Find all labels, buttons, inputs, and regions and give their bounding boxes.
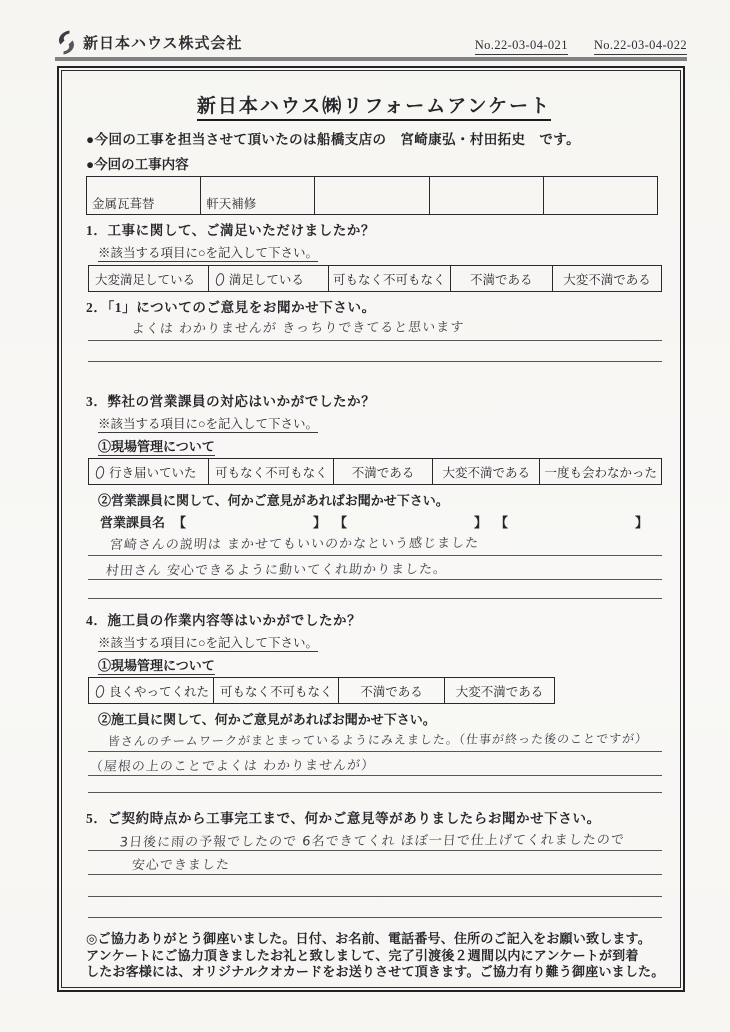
empty-answer-line	[88, 875, 662, 897]
q4-option: 可もなく不可もなく	[214, 678, 339, 704]
handwritten-answer: 皆さんのチームワークがまとまっているようにみえました。（仕事が終った後のことですが）	[107, 731, 649, 749]
q2-heading: 2．「1」についてのご意見をお聞かせ下さい。	[86, 300, 376, 315]
q2-answer-line	[88, 317, 662, 341]
q3-heading: 3．弊社の営業課員の対応はいかがでしたか？	[86, 394, 376, 409]
table-row	[89, 266, 662, 292]
handwritten-circle-mark	[214, 272, 225, 287]
staff-name-blank: 【 】	[495, 515, 649, 530]
q4-heading: 4．施工員の作業内容等はいかがでしたか？	[86, 613, 362, 628]
q3-option-selected: 行き届いていた	[89, 459, 209, 485]
q3-option: 大変不満である	[433, 459, 540, 485]
header-divider	[55, 57, 687, 61]
q3-option: 不満である	[333, 459, 432, 485]
handwritten-circle-mark	[95, 465, 106, 480]
q4-answer-line	[88, 752, 662, 776]
empty-answer-line	[88, 580, 662, 599]
empty-answer-line	[88, 776, 662, 793]
company-logo-icon	[55, 29, 78, 56]
q3-option: 可もなく不可もなく	[209, 459, 334, 485]
q4-sub2: ②施工員に関して、何かご意見があればお聞かせ下さい。	[98, 712, 436, 727]
staff-name-blank: 【 】	[173, 515, 327, 530]
q1-option: 不満である	[450, 266, 553, 292]
q1-option: 大変満足している	[89, 266, 209, 292]
q3-answer-line	[88, 556, 662, 580]
q4-options-table	[88, 677, 555, 704]
q1-option-selected: 満足している	[208, 266, 328, 292]
q3-note: ※該当する項目に○を記入して下さい。	[98, 417, 319, 431]
company-logo	[55, 29, 243, 56]
document-numbers	[475, 38, 687, 56]
q5-answer-line	[88, 851, 662, 875]
work-item-cell: 金属瓦葺替	[87, 177, 201, 215]
q3-options-table	[88, 458, 662, 485]
intro-line: ●今回の工事を担当させて頂いたのは船橋支店の 宮崎康弘・村田拓史 です。	[86, 132, 580, 147]
staff-name-label: 営業課員名	[100, 515, 166, 530]
work-item-cell	[429, 177, 543, 215]
page-header	[55, 30, 687, 56]
q1-option: 大変不満である	[553, 266, 662, 292]
handwritten-answer: 宮崎さんの説明は まかせてもいいのかなという感じました	[109, 536, 480, 553]
table-row	[89, 678, 555, 704]
empty-answer-line	[88, 341, 662, 362]
company-name: 新日本ハウス株式会社	[83, 35, 243, 52]
form-border-frame	[57, 66, 685, 992]
handwritten-answer: 村田さん 安心できるように動いてくれ助かりました。	[105, 562, 448, 579]
work-item-cell	[543, 177, 657, 215]
empty-answer-line	[88, 897, 662, 918]
q3-sub2: ②営業課員に関して、何かご意見があればお聞かせ下さい。	[98, 493, 449, 508]
table-row	[89, 459, 662, 485]
footer-line: アンケートにご協力頂きましたお礼と致しまして、完了引渡後２週間以内にアンケートが到着	[86, 947, 639, 963]
form-title: 新日本ハウス㈱リフォームアンケート	[197, 91, 551, 121]
footer-line: ◎ご協力ありがとう御座いました。日付、お名前、電話番号、住所のご記入をお願い致します。	[86, 931, 651, 946]
handwritten-circle-mark	[95, 684, 106, 699]
handwritten-answer: 3日後に雨の予報でしたので 6名できてくれ ほぼ一日で仕上げてくれましたので	[119, 832, 626, 851]
q4-answer-line	[88, 731, 662, 752]
sales-staff-name-row	[100, 512, 648, 531]
q3-option: 一度も会わなかった	[540, 459, 662, 485]
handwritten-answer: 安心できました	[131, 857, 231, 874]
document-number-2: No.22-03-04-022	[594, 38, 687, 55]
staff-name-blank: 【 】	[334, 515, 488, 530]
work-item-cell	[315, 177, 429, 215]
q5-heading: 5．ご契約時点から工事完工まで、何かご意見等がありましたらお聞かせ下さい。	[86, 811, 601, 826]
work-content-label: ●今回の工事内容	[86, 157, 189, 172]
handwritten-answer: よくは わかりませんが きっちりできてると思います	[131, 320, 465, 337]
q1-option: 可もなく不可もなく	[328, 266, 450, 292]
handwritten-answer: （屋根の上のことでよくは わかりませんが）	[89, 758, 376, 775]
redacted-info-area	[86, 987, 662, 989]
q3-answer-line	[88, 533, 662, 556]
q5-answer-line	[88, 830, 662, 851]
q4-option-selected: 良くやってくれた	[89, 678, 214, 704]
footer-note	[86, 931, 665, 981]
form-content	[61, 70, 681, 988]
footer-line: したお客様には、オリジナルクオカードをお送りさせて頂きます。ご協力有り難う御座いました。	[86, 964, 665, 979]
q4-note: ※該当する項目に○を記入して下さい。	[98, 636, 319, 650]
work-content-table	[86, 176, 658, 215]
q4-option: 大変不満である	[445, 678, 555, 704]
document-number-1: No.22-03-04-021	[475, 38, 568, 55]
q1-note: ※該当する項目に○を記入して下さい。	[98, 246, 319, 260]
q3-sub1: ①現場管理について	[98, 439, 215, 454]
q4-sub1: ①現場管理について	[98, 658, 215, 673]
work-item-cell: 軒天補修	[201, 177, 315, 215]
q1-heading: 1．工事に関して、ご満足いただけましたか？	[86, 223, 376, 238]
q4-option: 不満である	[339, 678, 445, 704]
q1-options-table	[88, 265, 662, 292]
table-row	[87, 177, 658, 215]
redacted-text-block	[88, 987, 295, 989]
